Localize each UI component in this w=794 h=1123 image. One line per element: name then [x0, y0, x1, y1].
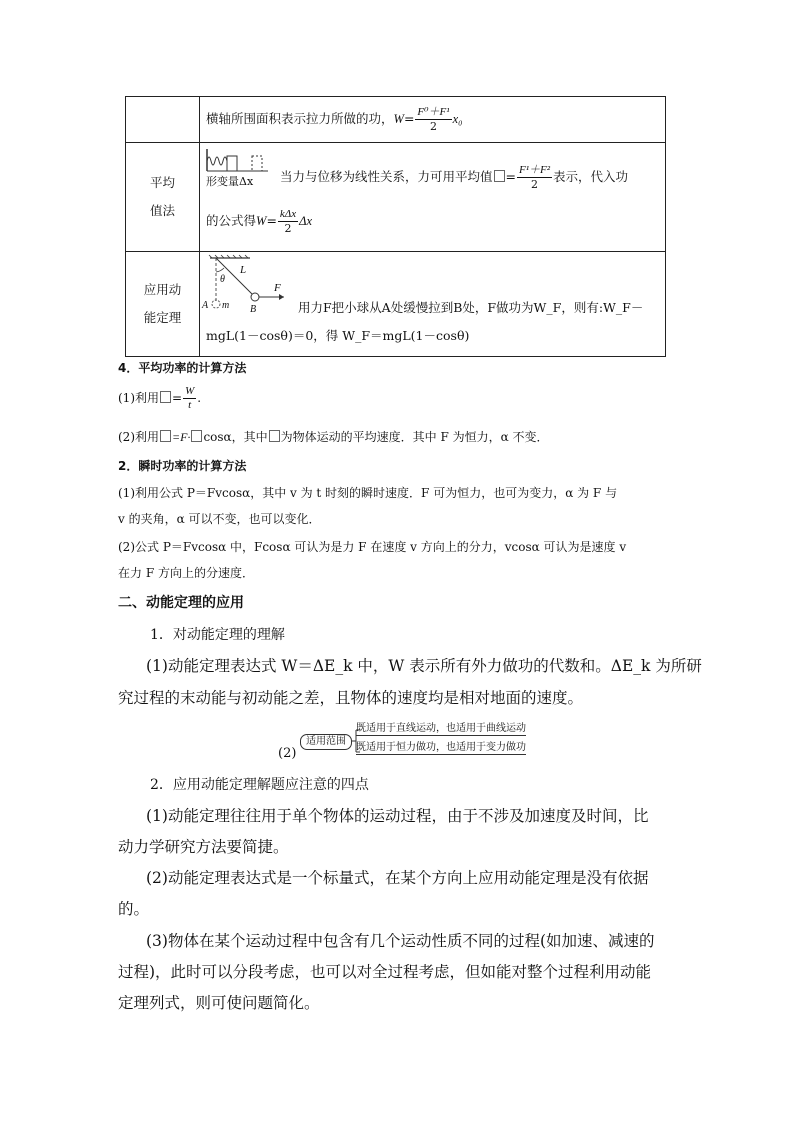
average-method-label-cell	[126, 143, 200, 252]
average-force-symbol	[494, 170, 505, 182]
text-part: 的公式得	[206, 213, 257, 229]
scope-number: (2)	[278, 746, 297, 761]
q3-line2: 过程)，此时可以分段考虑，也可以对全过程考虑，但如能对整个过程利用动能	[118, 963, 652, 981]
equals-sign: =	[505, 169, 516, 185]
section-4-item-2	[118, 426, 549, 448]
work-symbol: W	[256, 214, 267, 229]
label-line: 能定理	[143, 310, 182, 325]
deformation-caption: 形变量Δx	[206, 175, 254, 188]
length-label: L	[240, 264, 247, 276]
average-velocity-symbol	[191, 430, 202, 442]
instant-item-2-line2: 在力 F 方向上的分速度．	[118, 566, 254, 580]
fraction-denominator: t	[188, 398, 192, 411]
average-velocity-symbol	[269, 430, 280, 442]
average-text-line1	[280, 165, 628, 190]
fraction-f1-f2	[517, 165, 552, 190]
section-4-item-1	[118, 386, 201, 411]
average-text-line2	[206, 209, 312, 234]
mass-label: m	[222, 300, 230, 311]
area-method-cell	[200, 97, 666, 143]
part-2-sub-2: 2．应用动能定理解题应注意的四点	[150, 777, 369, 793]
text-part: (1)利用	[118, 391, 159, 406]
instant-power-title: 2．瞬时功率的计算方法	[118, 459, 247, 473]
q1-line2: 动力学研究方法要简捷。	[118, 838, 289, 856]
text-part: (2)利用	[118, 430, 159, 444]
text-part: 表示，代入功	[553, 169, 629, 185]
angle-label: θ	[220, 274, 225, 285]
fraction-numerator: W	[185, 385, 195, 397]
table-row	[126, 97, 666, 143]
part-2-p1-line1: (1)动能定理表达式 W＝ΔE_k 中，W 表示所有外力做功的代数和。ΔE_k 为所研	[146, 657, 702, 675]
displacement-symbol: x₀	[452, 112, 463, 126]
force-label: F	[274, 282, 281, 294]
part-2-sub-1: 1．对动能定理的理解	[150, 627, 285, 643]
kinetic-theorem-label-cell	[126, 252, 200, 357]
label-line: 值法	[149, 203, 175, 218]
scope-label-box: 适用范围	[300, 734, 352, 750]
label-line: 平均	[149, 175, 175, 190]
fraction-denominator: 2	[284, 221, 292, 235]
text-part: cosα，其中	[203, 430, 268, 444]
empty-label-cell	[126, 97, 200, 143]
section-4-title: 4．平均功率的计算方法	[118, 361, 247, 375]
text-part: 为物体运动的平均速度．其中 F 为恒力，α 不变．	[280, 430, 549, 444]
q2-line1: (2)动能定理表达式是一个标量式，在某个方向上应用动能定理是没有依据	[146, 869, 649, 887]
text-part: =F·	[172, 430, 191, 444]
fraction-f0-f1	[415, 107, 451, 132]
fraction-denominator: 2	[430, 119, 437, 133]
kinetic-text-line1: 用力F把小球从A处缓慢拉到B处，F做功为W_F，则有:W_F－	[298, 300, 644, 315]
scope-branch-2: 既适用于恒力做功，也适用于变力做功	[356, 742, 526, 753]
label-line: 应用动	[143, 282, 182, 297]
equals-sign: =	[403, 111, 415, 126]
equals-sign: =	[266, 213, 277, 229]
text-part: 当力与位移为线性关系，力可用平均值	[280, 169, 493, 185]
table-row	[126, 143, 666, 252]
average-method-cell	[200, 143, 666, 252]
point-b-label: B	[250, 304, 257, 315]
part-2-heading: 二、动能定理的应用	[118, 595, 244, 611]
instant-item-1-line1: (1)利用公式 P＝Fvcosα，其中 v 为 t 时刻的瞬时速度．F 可为恒力，也可为变力，α 为 F 与	[118, 486, 618, 500]
instant-item-1-line2: v 的夹角，α 可以不变，也可以变化．	[118, 512, 321, 526]
q3-line3: 定理列式，则可使问题简化。	[118, 994, 320, 1012]
q3-line1: (3)物体在某个运动过程中包含有几个运动性质不同的过程(如加速、减速的	[146, 932, 655, 950]
part-2-p1-line2: 究过程的末动能与初动能之差，且物体的速度均是相对地面的速度。	[118, 689, 584, 707]
kinetic-text-line2: mgL(1－cosθ)＝0，得 W_F＝mgL(1－cosθ)	[206, 328, 470, 343]
fraction-numerator: kΔx	[279, 208, 297, 220]
methods-table	[125, 96, 666, 357]
kinetic-theorem-cell	[200, 252, 666, 357]
work-symbol: W	[393, 112, 404, 126]
average-power-symbol	[160, 430, 171, 442]
table-row	[126, 252, 666, 357]
point-a-label: A	[202, 300, 209, 311]
fraction-numerator: F⁰＋F¹	[417, 105, 450, 118]
q1-line1: (1)动能定理往往用于单个物体的运动过程，由于不涉及加速度及时间，比	[146, 807, 649, 825]
scope-branch-1: 既适用于直线运动，也适用于曲线运动	[356, 723, 526, 734]
area-method-text: 横轴所围面积表示拉力所做的功，	[206, 111, 394, 126]
equals-sign: =	[172, 391, 183, 406]
fraction-kdx	[278, 209, 298, 234]
fraction-w-t	[183, 386, 196, 411]
average-power-symbol	[160, 391, 171, 403]
fraction-denominator: 2	[531, 177, 539, 191]
instant-item-2-line1: (2)公式 P＝Fvcosα 中，Fcosα 可认为是力 F 在速度 v 方向上的分力，vcosα 可认为是速度 v	[118, 540, 627, 554]
delta-x: Δx	[299, 214, 313, 229]
q2-line2: 的。	[118, 900, 150, 918]
text-part: .	[197, 391, 202, 406]
fraction-numerator: F¹＋F²	[519, 164, 551, 176]
